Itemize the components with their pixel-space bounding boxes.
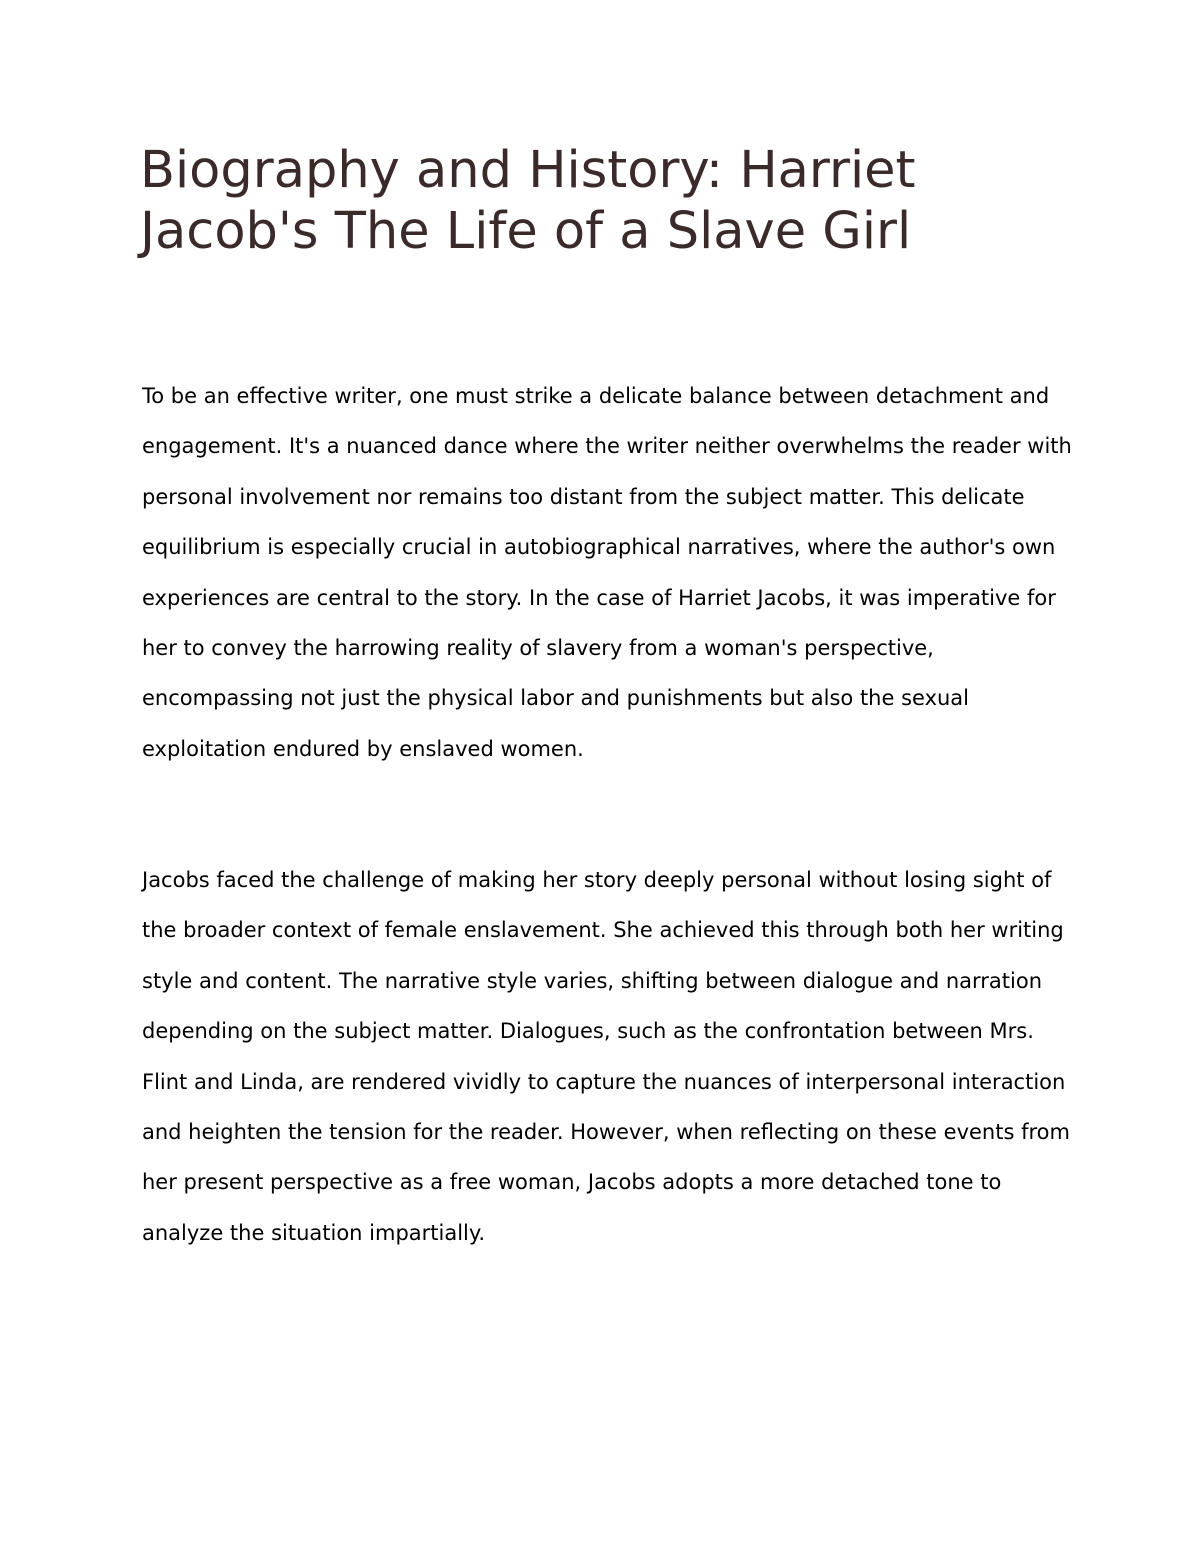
body-paragraph-2: Jacobs faced the challenge of making her story deeply personal without losing sight of the broader context of female enslavement. She achieved this through both her writing style and content. The narrative style varies, shifting between dialogue and narration depending on the subject matter. Dialogues, such as the confrontation between Mrs. Flint and Linda, are rendered vividly to capture the nuances of interpersonal interaction and heighten the tension for the reader. However, when reflecting on these events from her present perspective as a free woman, Jacobs adopts a more detached tone to analyze the situation impartially. [142, 868, 1070, 1245]
body-paragraph-1: To be an effective writer, one must strike a delicate balance between detachment and engagement. It's a nuanced dance where the writer neither overwhelms the reader with personal involvement nor remains too distant from the subject matter. This delicate equilibrium is especially crucial in autobiographical narratives, where the author's own experiences are central to the story. In the case of Harriet Jacobs, it was imperative for her to convey the harrowing reality of slavery from a woman's perspective, encompassing not just the physical labor and punishments but also the sexual exploitation endured by enslaved women. [142, 384, 1072, 761]
document-title: Biography and History: Harriet Jacob's The Life of a Slave Girl [140, 141, 916, 261]
